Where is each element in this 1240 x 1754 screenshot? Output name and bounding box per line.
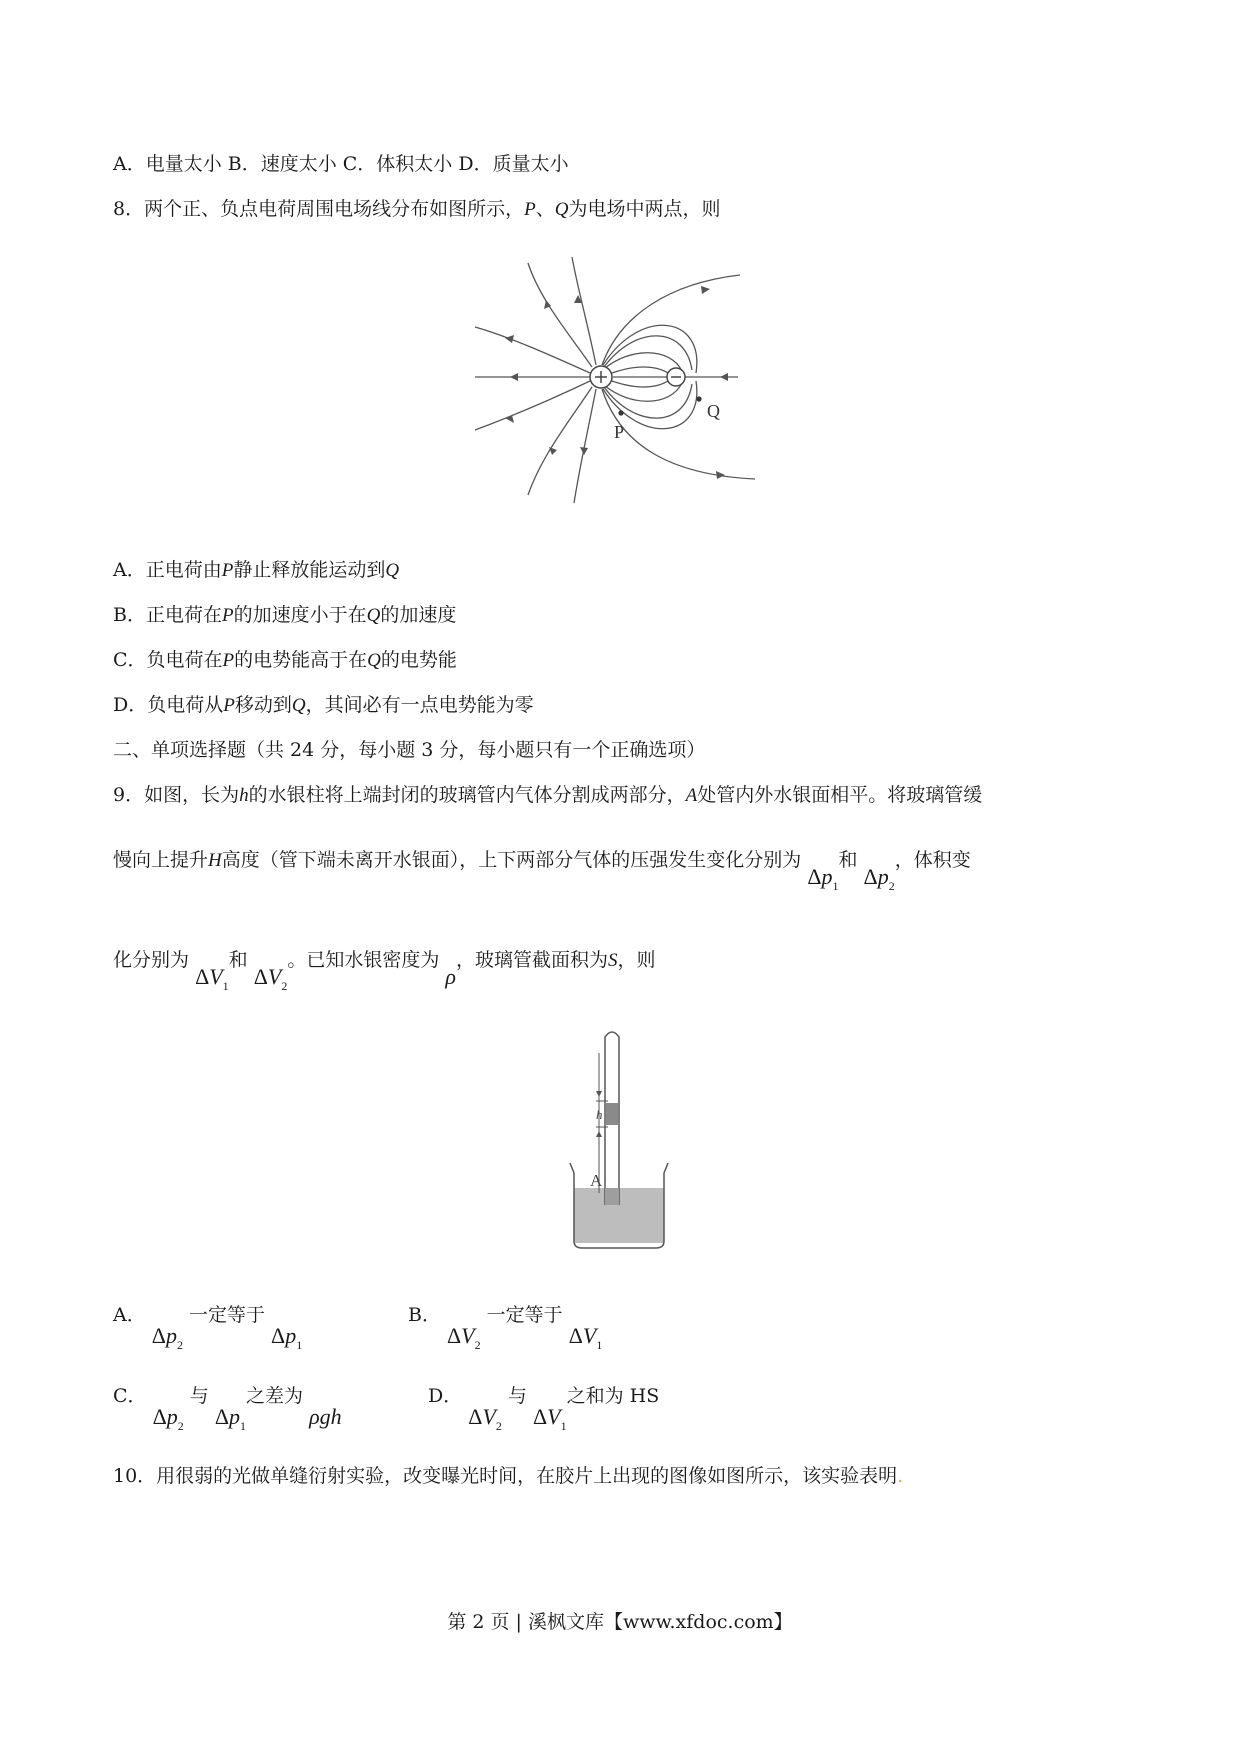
q9-option-c: C． $\Delta p_2$ 与 $\Delta p_1$之差为 ρgh [113, 1385, 342, 1433]
field-lines-diagram [470, 255, 770, 505]
delta-v1: $\Delta V_1$ [195, 964, 229, 993]
q8-option-a: A．正电荷由P静止释放能运动到Q [113, 559, 400, 581]
point-q-label: Q [707, 401, 720, 421]
q9-option-a: A． $\Delta p_2$ 一定等于 $\Delta p_1$ [113, 1304, 303, 1352]
page-footer: 第 2 页 | 溪枫文库【www.xfdoc.com】 [447, 1611, 793, 1633]
mercury-tube-figure [560, 1023, 680, 1258]
q8-option-b: B．正电荷在P的加速度小于在Q的加速度 [113, 604, 457, 626]
field-lines-figure [470, 255, 770, 510]
q9-stem-line-1: 9．如图，长为h的水银柱将上端封闭的玻璃管内气体分割成两部分，A处管内外水银面相平。将玻璃管缓 [113, 784, 983, 806]
delta-v2: $\Delta V_2$ [253, 964, 288, 993]
delta-p1: $\Delta p_1$ [807, 864, 839, 893]
q9-option-b: B． $\Delta V_2$ 一定等于 $\Delta V_1$ [408, 1304, 603, 1352]
delta-p2: $\Delta p_2$ [863, 864, 895, 893]
mercury-tube-diagram [560, 1023, 680, 1253]
q10-stem: 10．用很弱的光做单缝衍射实验，改变曝光时间，在胶片上出现的图像如图所示，该实验表明. [113, 1465, 904, 1487]
q7-options: A．电量太小 B．速度太小 C．体积太小 D．质量太小 [113, 153, 569, 175]
q9-option-d: D． $\Delta V_2$ 与 $\Delta V_1$之和为 HS [428, 1385, 660, 1433]
rho: ρ [445, 964, 456, 989]
h-label: h [596, 1107, 603, 1122]
a-label: A [590, 1171, 603, 1190]
section-2-title: 二、单项选择题（共 24 分，每小题 3 分，每小题只有一个正确选项） [113, 739, 706, 761]
q8-stem: 8．两个正、负点电荷周围电场线分布如图所示，P、Q为电场中两点，则 [113, 198, 721, 220]
q8-option-d: D．负电荷从P移动到Q，其间必有一点电势能为零 [113, 694, 534, 716]
q9-stem-line-3: 化分别为 $\Delta V_1$和 $\Delta V_2$。已知水银密度为 ρ，玻璃管截面积为S，则 [113, 949, 656, 993]
q8-option-c: C．负电荷在P的电势能高于在Q的电势能 [113, 649, 457, 671]
point-p-label: P [614, 422, 625, 442]
q9-stem-line-2: 慢向上提升H高度（管下端未离开水银面），上下两部分气体的压强发生变化分别为 $\Delta p_1$和 $\Delta p_2$，体积变 [113, 849, 971, 893]
